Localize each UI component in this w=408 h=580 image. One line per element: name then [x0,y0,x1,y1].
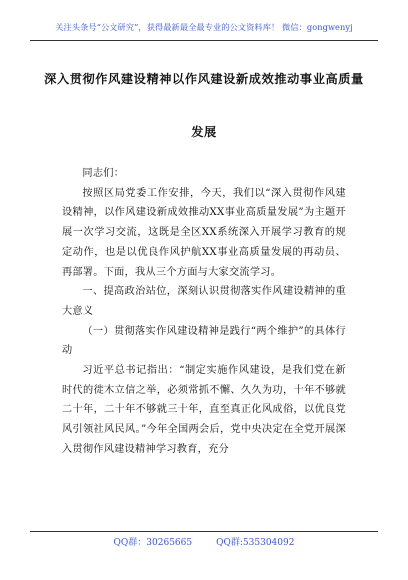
header-divider [30,40,378,41]
footer-qq-group-2: QQ群:535304092 [216,538,295,548]
footer [30,535,378,548]
document-title-line-2: 发展 [191,125,217,139]
salutation: 同志们： [82,168,125,179]
header-banner: 关注头条号“公文研究”，获得最新最全最专业的公文资料库！ 微信：gongwenyj [55,22,353,32]
section-heading: 一、提高政治站位，深刻认识贯彻落实作风建设精神的重大意义 [62,286,346,317]
footer-divider [30,531,378,532]
body-paragraph: 按照区局党委工作安排，今天，我们以“深入贯彻作风建设精神，以作风建设新成效推动XX事业高质量发展”为主题开展一次学习交流，这既是全区XX系统深入开展学习教育的规定动作，也是以优良作风护航XX事业高质量发展的再动员、再部署。下面，我从三个方面与大家交流学习。 [62,187,346,278]
subsection-heading: （一）贯彻落实作风建设精神是践行“两个维护”的具体行动 [62,325,346,357]
document-title-line-1: 深入贯彻作风建设精神以作风建设新成效推动事业高质量 [44,72,364,86]
document-body [62,164,346,460]
body-paragraph: 习近平总书记指出：“制定实施作风建设，是我们党在新时代的徙木立信之举，必须常抓不懈、久久为功，十年不够就二十年，二十年不够就三十年，直至真正化风成俗，以优良党风引领社风民风。”今年全国两会后，党中央决定在全党开展深入贯彻作风建设精神学习教育，充分 [62,365,346,455]
footer-qq-group-1: QQ群：30265665 [113,538,193,548]
